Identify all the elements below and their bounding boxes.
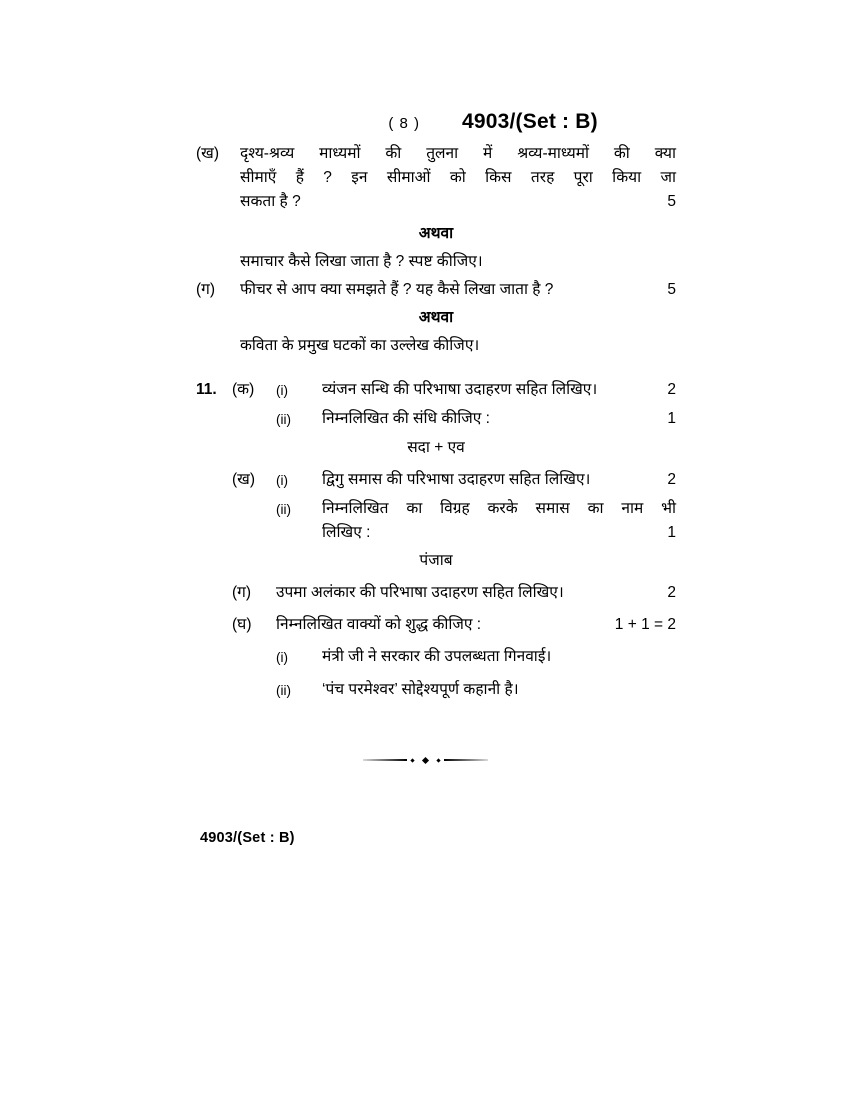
question-11-gha xyxy=(196,613,676,637)
ornament-dot-right xyxy=(436,758,440,762)
question-11-gha-ii xyxy=(196,678,676,703)
question-11-ga-marks: 2 xyxy=(667,584,676,601)
question-10-ga-text: फीचर से आप क्या समझते हैं ? यह कैसे लिखा जाता है ? xyxy=(240,281,554,298)
question-10-ga-marks: 5 xyxy=(667,281,676,298)
question-10-ga-alternative xyxy=(196,334,676,358)
ornament-dot-center xyxy=(421,756,428,763)
question-11-kha-i-text: द्विगु समास की परिभाषा उदाहरण सहित लिखिए। xyxy=(322,471,591,488)
question-11-ka-ii xyxy=(196,407,676,432)
page-number: ( 8 ) xyxy=(388,115,420,132)
question-10-kha-alternative xyxy=(196,250,676,274)
question-11-gha-ii-text: ‘पंच परमेश्वर’ सोद्देश्यपूर्ण कहानी है। xyxy=(322,681,519,698)
page-header xyxy=(230,110,680,134)
question-11-marker-kha: (ख) xyxy=(232,471,256,488)
question-11-gha-i xyxy=(196,645,676,670)
question-10-ga-alternative-text: कविता के प्रमुख घटकों का उल्लेख कीजिए। xyxy=(240,337,480,354)
question-11-marker-ka: (क) xyxy=(232,381,255,398)
question-11-kha-i-marks: 2 xyxy=(667,471,676,488)
question-10-kha-line-2: सीमाएँ हैं ? इन सीमाओं को किस तरह पूरा किया जा xyxy=(240,169,676,186)
question-11-kha-i-roman: (i) xyxy=(276,473,288,488)
question-10-kha-line-3: सकता है ? xyxy=(240,193,301,210)
question-11-gha-i-text: मंत्री जी ने सरकार की उपलब्धता गिनवाई। xyxy=(322,648,552,665)
question-11-ka-ii-example: सदा + एव xyxy=(407,439,465,456)
paper-code-footer: 4903/(Set : B) xyxy=(200,830,295,846)
question-11-gha-marks: 1 + 1 = 2 xyxy=(614,616,676,633)
question-11-ka-i xyxy=(196,378,676,403)
question-marker-kha: (ख) xyxy=(196,145,220,162)
athava-divider-2: अथवा xyxy=(418,309,454,326)
question-11-marker-gha: (घ) xyxy=(232,616,252,633)
question-11-gha-i-roman: (i) xyxy=(276,650,288,665)
question-11-ka-ii-marks: 1 xyxy=(667,410,676,427)
question-11-gha-ii-roman: (ii) xyxy=(276,683,291,698)
question-11-ka-ii-text: निम्नलिखित की संधि कीजिए : xyxy=(322,410,490,427)
question-10-ga xyxy=(196,278,676,302)
question-10-kha-line-1: दृश्य-श्रव्य माध्यमों की तुलना में श्रव्य-माध्यमों की क्या xyxy=(240,145,676,162)
question-11-ka-i-text: व्यंजन सन्धि की परिभाषा उदाहरण सहित लिखिए। xyxy=(322,381,598,398)
ornament-line-left xyxy=(363,759,407,761)
question-11-ga-text: उपमा अलंकार की परिभाषा उदाहरण सहित लिखिए। xyxy=(276,584,564,601)
question-11-kha-ii-example: पंजाब xyxy=(419,552,453,569)
section-end-ornament xyxy=(0,752,850,768)
question-11-kha-ii-line-2: लिखिए : xyxy=(322,524,371,541)
question-11-kha-ii-marks: 1 xyxy=(667,524,676,541)
question-11-marker-ga: (ग) xyxy=(232,584,252,601)
question-11-kha-i xyxy=(196,468,676,493)
question-10-kha-marks: 5 xyxy=(667,193,676,210)
ornament-dot-left xyxy=(410,758,414,762)
question-10-kha-alternative-text: समाचार कैसे लिखा जाता है ? स्पष्ट कीजिए। xyxy=(240,253,483,270)
question-marker-ga: (ग) xyxy=(196,281,216,298)
question-11-ka-ii-roman: (ii) xyxy=(276,412,291,427)
ornament-line-right xyxy=(444,759,488,761)
question-11-kha-ii-line-1: निम्नलिखित का विग्रह करके समास का नाम भी xyxy=(322,500,676,517)
question-11-ka-i-roman: (i) xyxy=(276,383,288,398)
question-11-number: 11. xyxy=(196,381,217,398)
question-11-kha-ii-roman: (ii) xyxy=(276,502,291,517)
paper-code-header: 4903/(Set : B) xyxy=(462,110,598,133)
question-11-ga xyxy=(196,581,676,605)
question-11 xyxy=(196,378,676,703)
question-11-ka-i-marks: 2 xyxy=(667,381,676,398)
question-10-kha xyxy=(196,142,676,214)
question-11-gha-text: निम्नलिखित वाक्यों को शुद्ध कीजिए : xyxy=(276,616,482,633)
question-content xyxy=(196,142,676,703)
athava-divider-1: अथवा xyxy=(418,225,454,242)
